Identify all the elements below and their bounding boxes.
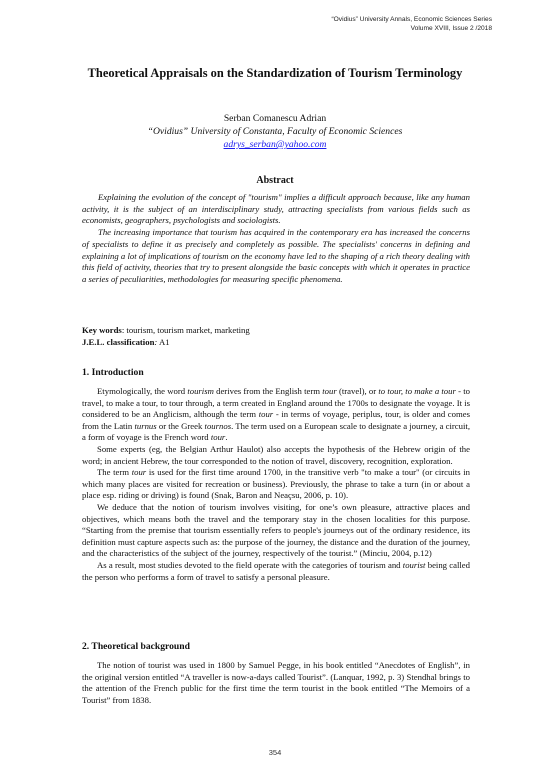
- keywords-block: [82, 325, 470, 348]
- author-email-link[interactable]: adrys_serban@yahoo.com: [223, 139, 327, 150]
- body-paragraph: Etymologically, the word tourism derives from the English term tour (travel), or to tour, to make a tour - to travel, to make a tour, to tour through, a term created in England around the 1700s to designate the voyage. It is considered to be an Anglicism, although the term tour - in terms of voyage, periplus, tour, is older and comes from the Latin turnus or the Greek tournos. The term used on a European scale to designate a journey, a circuit, a form of voyage is the French word tour.: [82, 386, 471, 443]
- jel-line: [82, 337, 470, 349]
- jel-value: A1: [157, 336, 170, 347]
- keywords-line: [82, 325, 470, 337]
- jel-label: J.E.L. classification: [82, 336, 155, 347]
- introduction-body: [82, 386, 470, 583]
- body-paragraph: The notion of tourist was used in 1800 by Samuel Pegge, in his book entitled “Anecdotes of English”, in the original version entitled “A traveller is now-a-days called Tourist”. (Lanquar, 1992, p. 3) Stendhal brings to the attention of the French public for the first time the term tourist in the book entitled “The Memoirs of a Tourist” from 1838.: [82, 660, 470, 705]
- keywords-value: : tourism, tourism market, marketing: [121, 325, 250, 335]
- running-header: [331, 15, 492, 33]
- jel-colon: :: [154, 336, 158, 347]
- page-number: 354: [268, 748, 282, 757]
- author-block: [0, 112, 550, 151]
- journal-name: “Ovidius” University Annals, Economic Sciences Series: [331, 16, 492, 23]
- abstract-paragraph: The increasing importance that tourism has acquired in the contemporary era has increased the concerns of specialists to define it as precisely and completely as possible. The specialists' concerns in defining and explaining a lot of implications of tourism on the economy have led to the shaping of a rich theory dealing with this field of activity, theories that try to present alongside the basic concepts with which it operates in practice a series of peculiarities, methodologies for measuring specific phenomena.: [82, 227, 470, 284]
- section-heading-introduction: 1. Introduction: [82, 367, 144, 378]
- body-paragraph: As a result, most studies devoted to the field operate with the categories of tourism and tourist being called the person who performs a form of travel to satisfy a personal pleasure.: [82, 559, 470, 582]
- author-affiliation: “Ovidius” University of Constanta, Faculty of Economic Sciences: [147, 126, 403, 137]
- body-paragraph: The term tour is used for the first time around 1700, in the transitive verb "to make a tour" (or circuits in which many places are visited for recreation or business). Previously, the phrase to take a turn (in or about a place esp. riding or driving) is found (Snak, Baron and Neaçsu, 2006, p. 10).: [82, 467, 470, 501]
- section-heading-theoretical-background: 2. Theoretical background: [82, 641, 190, 652]
- body-paragraph: We deduce that the notion of tourism involves visiting, for one’s own pleasure, attractive places and objectives, which means both the travel and the temporary stay in the chosen localities for this purpose. “Starting from the premise that tourism essentially refers to people's journeys out of the ordinary residence, its definition must capture aspects such as: the purpose of the journey, the distance and the duration of the journey, and the characteristics of the subject of the journey, respectively of the tourist.” (Minciu, 2004, p.12): [82, 501, 470, 559]
- theoretical-background-body: [82, 660, 470, 706]
- keywords-label: Key words: [82, 325, 122, 335]
- abstract-heading: Abstract: [256, 175, 294, 186]
- abstract-paragraph: Explaining the evolution of the concept of "tourism" implies a difficult approach because, like any human activity, it is the subject of an interdisciplinary study, attracting specialists from various fields such as economists, geographers, psychologists and sociologists.: [82, 192, 470, 226]
- journal-volume: Volume XVIII, Issue 2 /2018: [410, 25, 492, 32]
- author-name: Serban Comanescu Adrian: [223, 113, 327, 124]
- paper-title: Theoretical Appraisals on the Standardization of Tourism Terminology: [87, 66, 463, 80]
- body-paragraph: Some experts (eg, the Belgian Arthur Haulot) also accepts the hypothesis of the Hebrew origin of the word; in ancient Hebrew, the tour corresponded to the notion of travel, discovery, recognition, exploration.: [82, 443, 470, 466]
- abstract-body: [82, 192, 470, 286]
